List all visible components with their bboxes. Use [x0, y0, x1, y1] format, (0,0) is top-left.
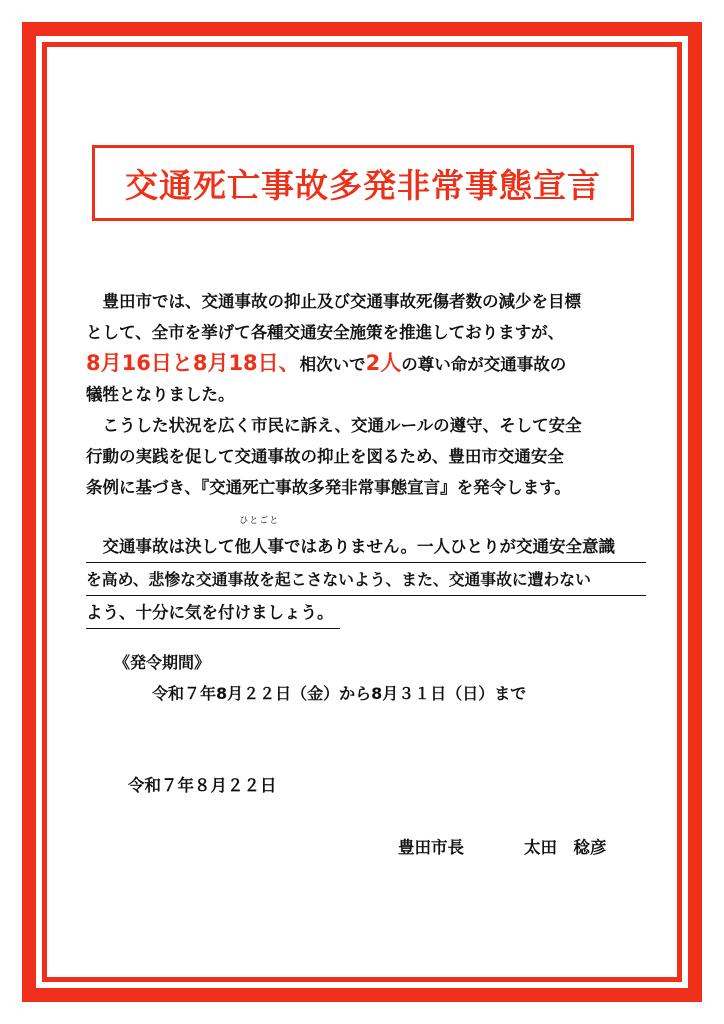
paragraph1-line1: 豊田市では、交通事故の抑止及び交通事故死傷者数の減少を目標 — [86, 292, 581, 311]
title-box — [92, 145, 634, 221]
ruby-reading: ひとごと — [239, 516, 280, 526]
ruby-word — [234, 516, 285, 563]
period-value: 令和７年8月２２日（金）から8月３１日（日）まで — [152, 684, 527, 703]
issue-date: 令和７年８月２２日 — [128, 776, 277, 795]
appeal-line1-b: ではありません。一人ひとりが交通安全意識 — [284, 537, 615, 556]
paragraph1-line3-mid: 相次いで — [299, 355, 366, 374]
period-label: 《発令期間》 — [114, 653, 211, 672]
fatality-count: 2人 — [365, 351, 402, 375]
paragraph2-line1: こうした状況を広く市民に訴え、交通ルールの遵守、そして安全 — [86, 416, 582, 435]
paragraph2-line2: 行動の実践を促して交通事故の抑止を図るため、豊田市交通安全 — [86, 447, 564, 466]
paragraph1-line2: として、全市を挙げて各種交通安全施策を推進しておりますが、 — [86, 323, 565, 342]
paragraph2-line3: 条例に基づき、『交通死亡事故多発非常事態宣言』を発令します。 — [86, 478, 571, 497]
appeal-line3: よう、十分に気を付けましょう。 — [86, 596, 340, 629]
page-title: 交通死亡事故多発非常事態宣言 — [125, 165, 601, 205]
paragraph1-line4: 犠牲となりました。 — [86, 385, 235, 404]
signature-title: 豊田市長 — [398, 838, 464, 857]
appeal-line2: を高め、悲惨な交通事故を起こさないよう、また、交通事故に遭わない — [86, 563, 646, 596]
appeal-line1-a: 交通事故は決して — [86, 537, 235, 556]
accident-dates: 8月16日と8月18日、 — [86, 351, 300, 375]
safety-appeal — [86, 516, 646, 629]
paragraph1-line3-end: の尊い命が交通事故の — [401, 355, 567, 374]
ruby-base: 他人事 — [234, 537, 284, 556]
signature-name: 太田 稔彦 — [524, 838, 607, 857]
paragraph1-line3 — [86, 348, 646, 379]
appeal-line1 — [86, 516, 646, 563]
declaration-body — [86, 286, 646, 503]
